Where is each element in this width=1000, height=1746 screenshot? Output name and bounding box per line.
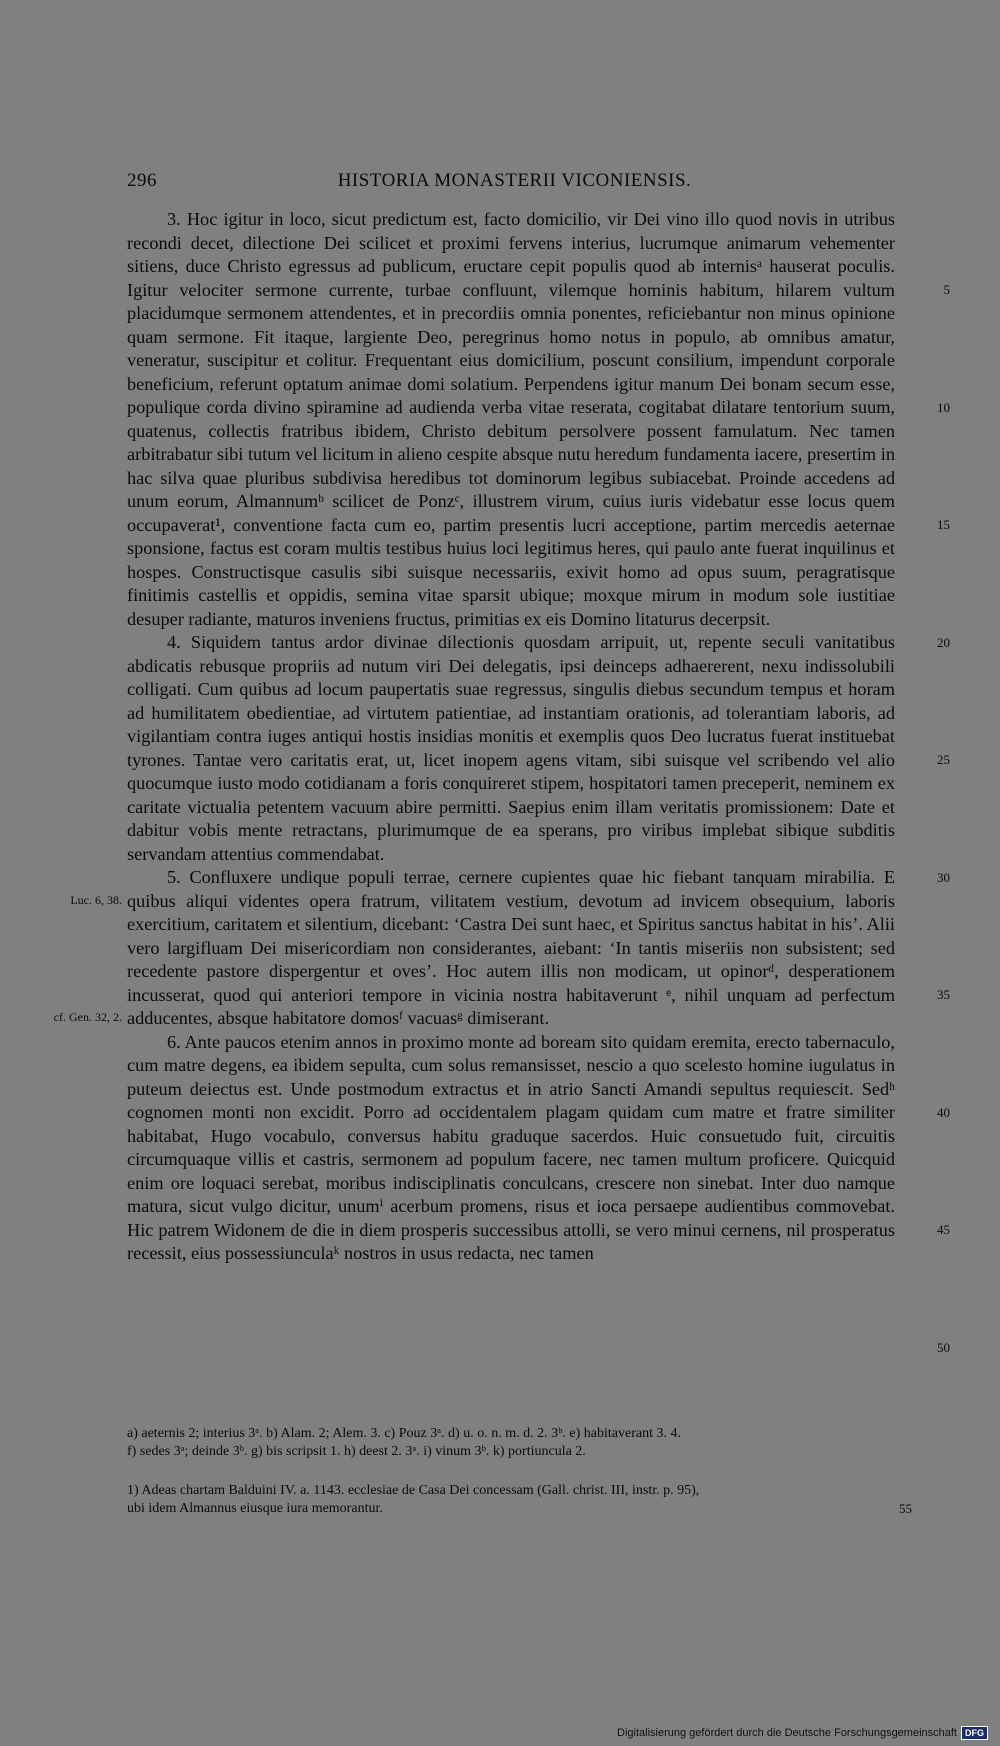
page-header: [127, 170, 902, 194]
paragraph-5: 5. Confluxere undique populi terrae, cernere cupientes quae hic fiebant tanquam mirabilia. E quibus aliqui videntes opera fratrum, vilitatem vestium, devotum ad invicem obsequium, laboris exercitium, caritatem et silentium, dicebant: ‘Castra Dei sunt haec, et Spiritus sanctus habitat in his’. Alii vero largifluam Dei misericordiam non considerantes, aiebant: ‘In tantis miseriis non subsistent; sed recedente pastore dispergentur et oves’. Hoc autem illis non modicam, ut opinorᵈ, desperationem incusserat, quod qui anteriori tempore in vicinia nostra habitaverunt ᵉ, nihil unquam ad perfectum adducentes, absque habitatore domosᶠ vacuasᵍ dimiserant.: [127, 867, 895, 1028]
margin-reference-gen: cf. Gen. 32, 2.: [53, 1010, 122, 1024]
line-number-45: 45: [937, 1222, 950, 1237]
line-number-25: 25: [937, 752, 950, 767]
line-number-50: 50: [937, 1340, 950, 1355]
line-number-20: 20: [937, 635, 950, 650]
digitization-footer: [617, 1726, 988, 1740]
paragraph-6: 6. Ante paucos etenim annos in proximo monte ad boream sito quidam eremita, erecto tabernaculo, cum matre degens, ea ibidem sepulta, cum solus remansisset, nescio a quo scelesto homine iugulatus in puteum deiectus est. Unde postmodum extractus et in atrio Sancti Amandi sepultus requiescit. Sedʰ cognomen monti non excidit. Porro ad occidentalem plagam quidam cum matre et fratre similiter habitabat, Hugo vocabulo, conversus habitu graduque sacerdos. Huic consuetudo fuit, circuitis circumquaque villis et castris, sermonem ad populum facere, nec tamen multum proficere. Quicquid enim ore loquaci serebat, moribus indisciplinatis conculcans, crescere non sinebat. Inter duo namque matura, sicut vulgo dicitur, unumⁱ acerbum promens, risus et ioca persaepe audientibus commovebat. Hic patrem Widonem de die in diem prosperis successibus attolli, se vero minui cernens, nil prosperatus recessit, eius possessiunculaᵏ nostros in usus redacta, nec tamen: [127, 1031, 895, 1263]
margin-reference-luc: Luc. 6, 38.: [70, 893, 122, 907]
footer-text: Digitalisierung gefördert durch die Deutsche Forschungsgemeinschaft: [617, 1727, 957, 1739]
dfg-logo-icon: DFG: [961, 1726, 988, 1740]
footnote-line-2: ubi idem Almannus eiusque iura memorantur.: [127, 1501, 383, 1516]
running-title: HISTORIA MONASTERII VICONIENSIS.: [337, 170, 692, 191]
line-number-30: 30: [937, 870, 950, 885]
line-number-40: 40: [937, 1105, 950, 1120]
footnotes: [127, 1482, 912, 1518]
line-number-10: 10: [937, 400, 950, 415]
paragraph-3: 3. Hoc igitur in loco, sicut predictum est, facto domicilio, vir Dei vino illo quod novis in utribus recondi decet, dilectione Dei scilicet et proximi fervens interius, lucrumque animarum vehementer sitiens, duce Christo egressus ad publicum, eructare cepit populis quod ab internisᵃ hauserat poculis. Igitur velociter sermone currente, turbae confluunt, vilemque hominis habitum, hilarem vultum placidumque sermonem attendentes, et in precordiis omnia ponentes, reficiebantur non minus opinione quam sermone. Fit itaque, largiente Deo, peregrinus homo notus in populo, ab omnibus amatur, veneratur, suscipitur et colitur. Frequentant eius domicilium, poscunt consilium, impendunt corporale beneficium, referunt optatum animae domi solatium. Perpendens igitur manum Dei bonam secum esse, populique corda divino spiramine ad audienda verba vitae reserata, cogitabat dilatare tentorium suum, quatenus, collectis fratribus ibidem, Christo debitum persolvere possent famulatum. Nec tamen arbitrabatur sibi tutum vel licitum in alieno cespite absque nutu heredum fundamenta iacere, presertim in hac silva quae pluribus subdivisa heredibus tot dominorum legibus subiacebat. Proinde accedens ad unum eorum, Almannumᵇ scilicet de Ponzᶜ, illustrem virum, cuius iuris videbatur esse locus quem occupaverat¹, conventione facta cum eo, partim presentis lucri acceptione, partim mercedis aeternae sponsione, factus est coram multis testibus huius loci legitimus heres, qui paulo ante fuerat inquilinus et hospes. Constructisque casulis sibi suisque necessariis, exivit homo ad opus suum, peragratisque finitimis castellis et oppidis, semina vitae sparsit ubique; moxque mirum in modum sole iustitiae desuper radiante, maturos inveniens fructus, primitias ex eis Domino litaturus decerpsit.: [127, 209, 895, 629]
paragraph-4: 4. Siquidem tantus ardor divinae dilectionis quosdam arripuit, ut, repente seculi vanitatibus abdicatis rebusque propriis ad nutum viri Dei delegatis, ipsi deinceps adhaererent, nexu indissolubili colligati. Cum quibus ad locum paupertatis suae regressus, singulis diebus secundum tempus et horam ad humilitatem obedientiae, ad virtutem patientiae, ad instantiam orationis, ad tolerantiam laboris, ad vigilantiam contra iuges antiqui hostis insidias monitis et exemplis quos Deo lucratus fuerat instituebat tyrones. Tantae vero caritatis erat, ut, licet inopem agens vitam, sibi suisque vel scribendo vel alio quocumque iusto modo cotidianam a foris conquireret stipem, hospitatori tamen preceperit, neminem ex caritate victualia petentem vacuum abire permitti. Saepius enim illam veritatis promissionem: Date et dabitur vobis mente retractans, plurimumque de ea sperans, pro viribus implebat sibique subditis servandam attentius commendabat.: [127, 632, 895, 864]
line-number-55: 55: [899, 1501, 912, 1516]
critical-apparatus: [127, 1425, 902, 1461]
footnote-line-1: 1) Adeas chartam Balduini IV. a. 1143. ecclesiae de Casa Dei concessam (Gall. christ. III, instr. p. 95),: [127, 1483, 700, 1498]
critical-notes-line-1: a) aeternis 2; interius 3ᵃ. b) Alam. 2; Alem. 3. c) Pouz 3ᵃ. d) u. o. n. m. d. 2. 3ᵇ. e) habitaverant 3. 4.: [127, 1426, 681, 1441]
line-number-5: 5: [943, 282, 950, 297]
line-number-15: 15: [937, 517, 950, 532]
line-number-35: 35: [937, 987, 950, 1002]
page-number: 296: [127, 170, 157, 191]
main-text: [53, 208, 950, 1355]
critical-notes-line-2: f) sedes 3ᵃ; deinde 3ᵇ. g) bis scripsit 1. h) deest 2. 3ᵃ. i) vinum 3ᵇ. k) portiuncula 2.: [127, 1444, 586, 1459]
